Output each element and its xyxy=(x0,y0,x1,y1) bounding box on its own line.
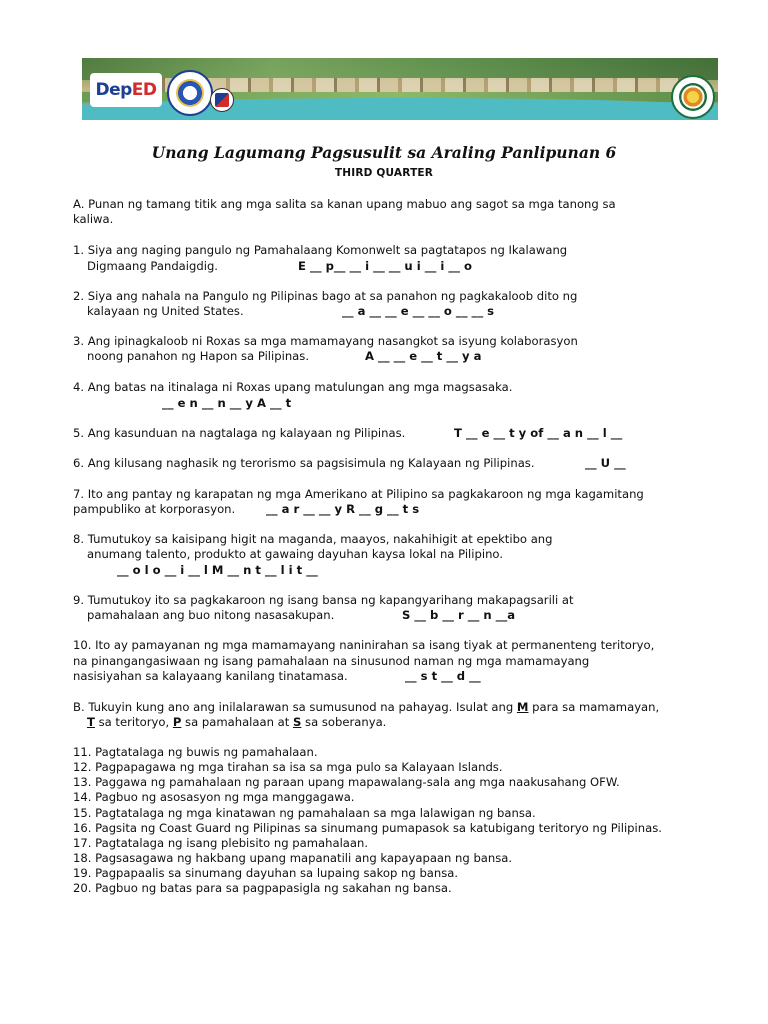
section-b-instructions-cont xyxy=(87,715,386,729)
answer-blank-10: __ s t __ d __ xyxy=(405,669,481,683)
quarter-label: THIRD QUARTER xyxy=(334,167,434,179)
answer-blank-7: __ a r __ __ y R __ g __ t s xyxy=(266,502,420,516)
answer-blank-2: __ a __ __ e __ __ o __ __ s xyxy=(342,304,495,318)
statement-18: 18. Pagsasagawa ng hakbang upang mapanatili ang kapayapaan ng bansa. xyxy=(73,851,513,865)
letter-s: S xyxy=(292,715,302,729)
question-10-cont: na pinangangasiwaan ng isang pamahalaan na sinusunod naman ng mga mamamayang xyxy=(73,654,590,668)
section-b-instructions xyxy=(73,700,659,714)
deped-logo-text: DepED xyxy=(95,80,157,100)
statement-11: 11. Pagtatalaga ng buwis ng pamahalaan. xyxy=(73,745,318,759)
question-4: 4. Ang batas na itinalaga ni Roxas upang matulungan ang mga magsasaka. xyxy=(73,380,513,394)
region-seal-icon xyxy=(210,88,234,112)
question-9: 9. Tumutukoy ito sa pagkakaroon ng isang bansa ng kapangyarihang makapagsarili at xyxy=(73,593,574,607)
letter-m: M xyxy=(516,700,529,714)
letter-p: P xyxy=(172,715,182,729)
section-a-instructions: A. Punan ng tamang titik ang mga salita sa kanan upang mabuo ang sagot sa mga tanong sa xyxy=(73,197,616,211)
question-1: 1. Siya ang naging pangulo ng Pamahalaang Komonwelt sa pagtatapos ng Ikalawang xyxy=(73,243,568,257)
section-b-text: sa pamahalaan at xyxy=(181,715,293,729)
answer-blank-6: __ U __ xyxy=(585,456,626,470)
answer-blank-5: T __ e __ t y of __ a n __ l __ xyxy=(454,426,623,440)
statement-14: 14. Pagbuo ng asosasyon ng mga manggagawa. xyxy=(73,790,355,804)
question-2: 2. Siya ang nahala na Pangulo ng Pilipinas bago at sa panahon ng pagkakaloob dito ng xyxy=(73,289,578,303)
letter-t: T xyxy=(87,715,95,729)
section-b-text: para sa mamamayan, xyxy=(528,700,660,714)
statement-17: 17. Pagtatalaga ng isang plebisito ng pamahalaan. xyxy=(73,836,369,850)
school-seal-icon xyxy=(671,75,715,119)
question-6: 6. Ang kilusang naghasik ng terorismo sa pagsisimula ng Kalayaan ng Pilipinas. xyxy=(73,456,535,470)
question-9-cont: pamahalaan ang buo nitong nasasakupan. xyxy=(87,608,335,622)
deped-seal-icon xyxy=(167,70,213,116)
question-10: 10. Ito ay pamayanan ng mga mamamayang naninirahan sa isang tiyak at permanenteng teritoryo, xyxy=(73,638,655,652)
section-b-text: sa soberanya. xyxy=(301,715,387,729)
page-title: Unang Lagumang Pagsusulit sa Araling Panlipunan 6 xyxy=(151,143,617,162)
question-2-cont: kalayaan ng United States. xyxy=(87,304,244,318)
answer-blank-8: __ o l o __ i __ l M __ n t __ l i t __ xyxy=(117,563,318,577)
question-7: 7. Ito ang pantay ng karapatan ng mga Amerikano at Pilipino sa pagkakaroon ng mga kagamitang xyxy=(73,487,644,501)
answer-blank-9: S __ b __ r __ n __a xyxy=(402,608,516,622)
question-10-cont2: nasisiyahan sa kalayaang kanilang tinatamasa. xyxy=(73,669,348,683)
statement-19: 19. Pagpapaalis sa sinumang dayuhan sa lupaing sakop ng bansa. xyxy=(73,866,459,880)
statement-12: 12. Pagpapagawa ng mga tirahan sa isa sa mga pulo sa Kalayaan Islands. xyxy=(73,760,503,774)
section-b-text: sa teritoryo, xyxy=(94,715,173,729)
question-7-cont: pampubliko at korporasyon. xyxy=(73,502,236,516)
question-8: 8. Tumutukoy sa kaisipang higit na maganda, maayos, nakahihigit at epektibo ang xyxy=(73,532,553,546)
answer-blank-3: A __ __ e __ t __ y a xyxy=(365,349,482,363)
question-3: 3. Ang ipinagkaloob ni Roxas sa mga mamamayang nasangkot sa isyung kolaborasyon xyxy=(73,334,578,348)
question-8-cont: anumang talento, produkto at gawaing dayuhan kaysa lokal na Pilipino. xyxy=(87,547,504,561)
statement-16: 16. Pagsita ng Coast Guard ng Pilipinas sa sinumang pumapasok sa katubigang teritoryo ng Pilipinas. xyxy=(73,821,662,835)
statement-15: 15. Pagtatalaga ng mga kinatawan ng pamahalaan sa mga lalawigan ng bansa. xyxy=(73,806,536,820)
question-3-cont: noong panahon ng Hapon sa Pilipinas. xyxy=(87,349,310,363)
section-a-instructions-cont: kaliwa. xyxy=(73,212,114,226)
question-1-cont: Digmaang Pandaigdig. xyxy=(87,259,218,273)
deped-logo xyxy=(90,73,162,107)
answer-blank-4: __ e n __ n __ y A __ t xyxy=(162,396,292,410)
statement-13: 13. Paggawa ng pamahalaan ng paraan upang mapawalang-sala ang mga naakusahang OFW. xyxy=(73,775,620,789)
section-b-text: B. Tukuyin kung ano ang inilalarawan sa sumusunod na pahayag. Isulat ang xyxy=(73,700,517,714)
question-5: 5. Ang kasunduan na nagtalaga ng kalayaan ng Pilipinas. xyxy=(73,426,406,440)
answer-blank-1: E __ p__ __ i __ __ u i __ i __ o xyxy=(298,259,472,273)
statement-20: 20. Pagbuo ng batas para sa pagpapasigla ng sakahan ng bansa. xyxy=(73,881,452,895)
